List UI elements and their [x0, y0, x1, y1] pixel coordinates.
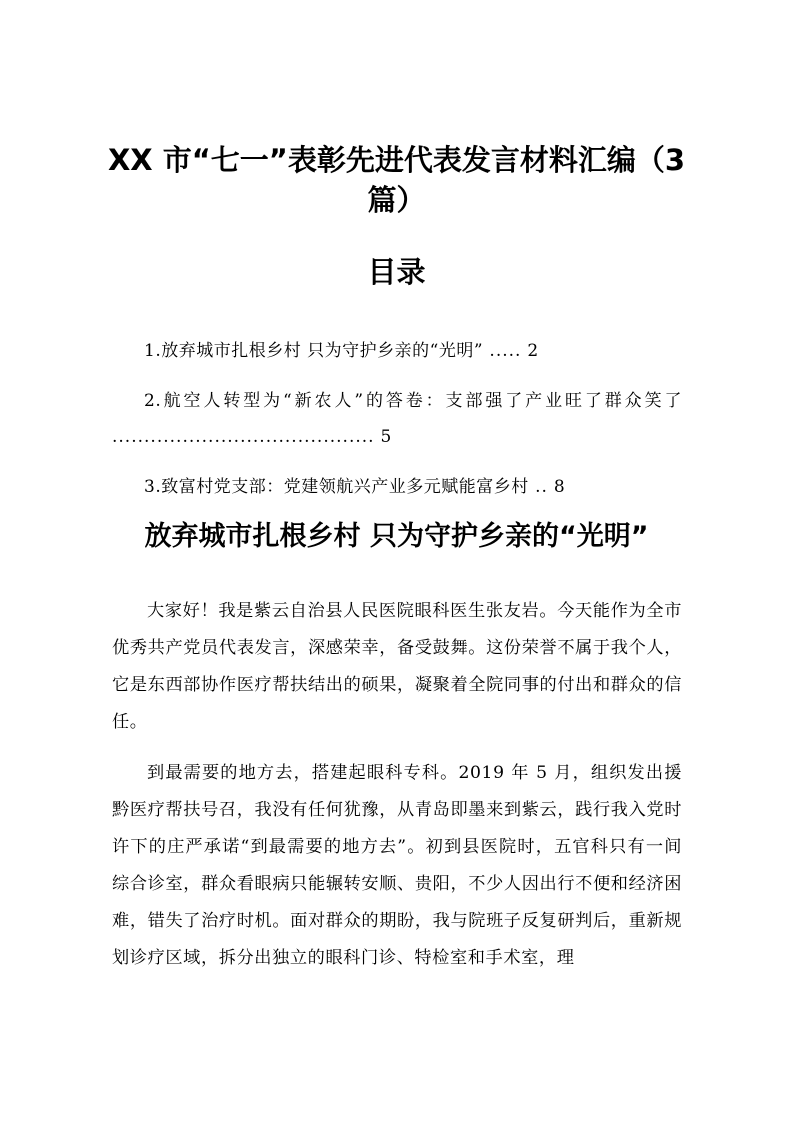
section-title: 放弃城市扎根乡村 只为守护乡亲的“光明” [144, 521, 649, 552]
toc-entry-page: 2 [521, 341, 539, 361]
toc-entry-leader: .. [528, 477, 548, 497]
toc-entry-2[interactable] [112, 383, 682, 455]
toc-heading: 目录 [367, 255, 426, 289]
toc-entry-1[interactable] [112, 333, 682, 369]
toc-entry-leader: ..... [483, 341, 522, 361]
toc-entry-page: 5 [374, 427, 392, 447]
body-paragraph-1: 大家好！我是紫云自治县人民医院眼科医生张友岩。今天能作为全市优秀共产党员代表发言，深感荣幸，备受鼓舞。这份荣誉不属于我个人，它是东西部协作医疗帮扶结出的硕果，凝聚着全院同事的付出和群众的信任。 [112, 601, 682, 732]
toc-entry-title: 航空人转型为“新农人”的答卷：支部强了产业旺了群众笑了 [161, 391, 682, 411]
toc-entry-leader: ......................................... [112, 427, 375, 447]
toc-entry-number: 2. [144, 391, 162, 411]
toc-entry-number: 1. [144, 341, 162, 361]
body-paragraph-2: 到最需要的地方去，搭建起眼科专科。2019 年 5 月，组织发出援黔医疗帮扶号召，我没有任何犹豫，从青岛即墨来到紫云，践行我入党时许下的庄严承诺“到最需要的地方去”。初到县医院时，五官科只有一间综合诊室，群众看眼病只能辗转安顺、贵阳，不少人因出行不便和经济困难，错失了治疗时机。面对群众的期盼，我与院班子反复研判后，重新规划诊疗区域，拆分出独立的眼科门诊、特检室和手术室，理 [112, 763, 682, 968]
toc-entry-title: 致富村党支部：党建领航兴产业多元赋能富乡村 [161, 477, 529, 497]
document-title: XX 市“七一”表彰先进代表发言材料汇编（3 篇） [107, 143, 686, 217]
toc-entry-title: 放弃城市扎根乡村 只为守护乡亲的“光明” [161, 341, 484, 361]
section-body [112, 593, 682, 991]
table-of-contents [112, 333, 682, 519]
toc-entry-page: 8 [547, 477, 566, 497]
toc-entry-number: 3. [144, 477, 162, 497]
toc-entry-3[interactable] [112, 469, 682, 505]
